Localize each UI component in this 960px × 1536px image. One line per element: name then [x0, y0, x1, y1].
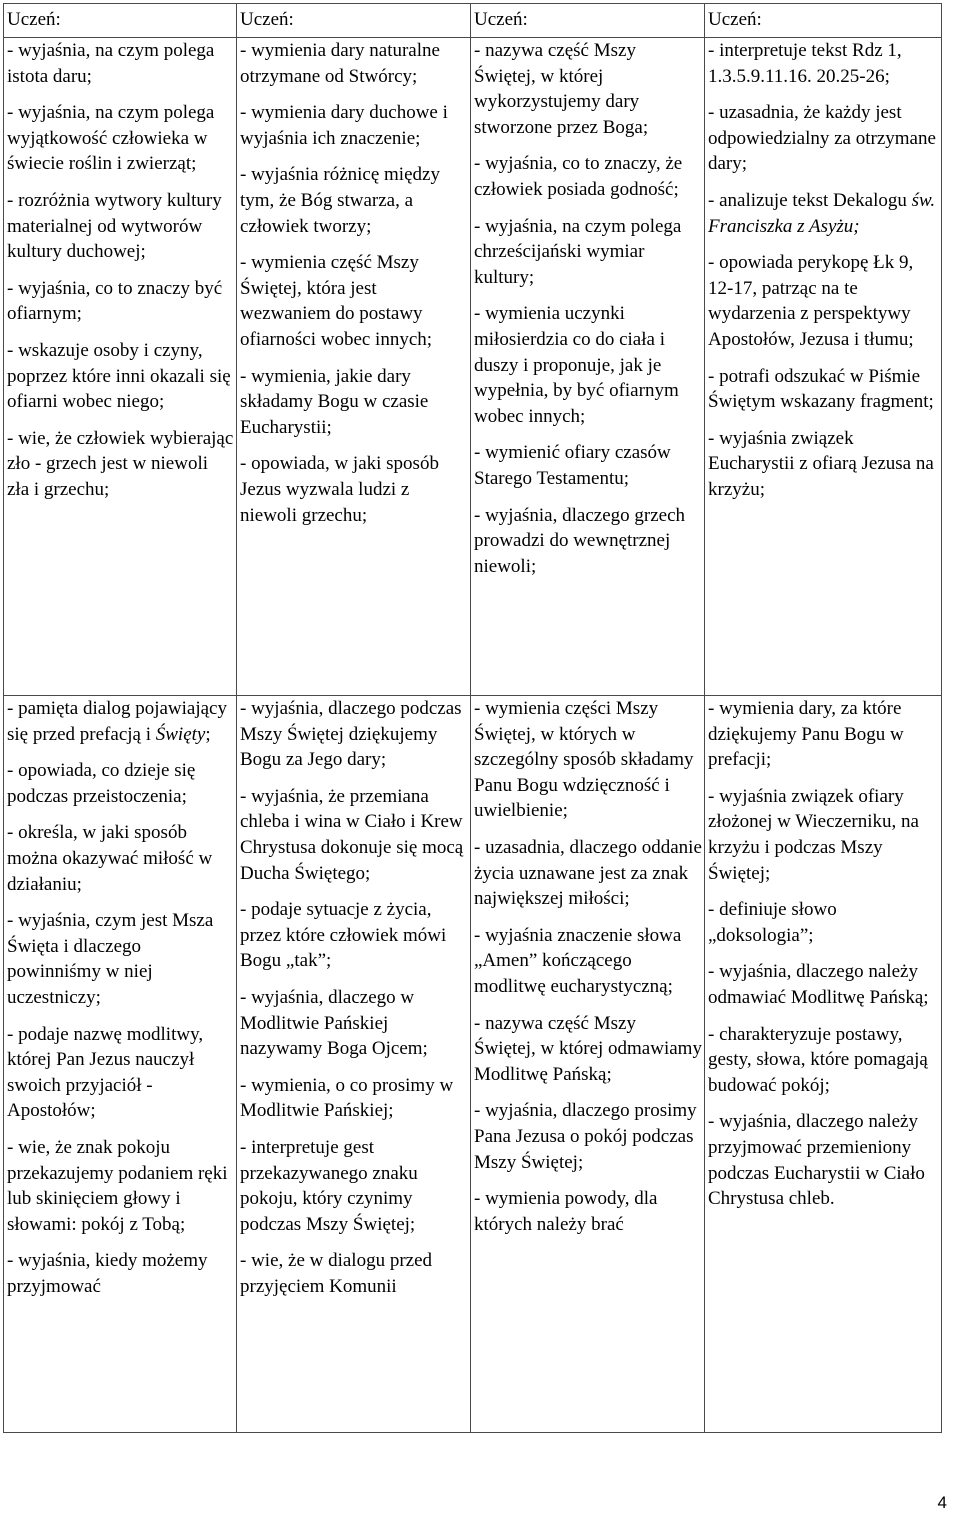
list-item: - wyjaśnia związek ofiary złożonej w Wieczerniku, na krzyżu i podczas Mszy Świętej; [708, 785, 919, 884]
table-cell [4, 696, 237, 1433]
list-item: - wskazuje osoby i czyny, poprzez które inni okazali się ofiarni wobec niego; [7, 339, 231, 413]
list-item: - opowiada, co dzieje się podczas przeistoczenia; [7, 760, 196, 807]
table-cell [705, 38, 942, 696]
table-cell [237, 696, 471, 1433]
list-item: - wyjaśnia różnicę między tym, że Bóg stwarza, a człowiek tworzy; [240, 164, 440, 237]
list-item: - uzasadnia, dlaczego oddanie życia uznawane jest za znak największej miłości; [474, 836, 702, 910]
list-item: - pamięta dialog pojawiający się przed prefacją i Święty; [7, 698, 227, 745]
list-item: - wyjaśnia, dlaczego należy odmawiać Modlitwę Pańską; [708, 961, 929, 1008]
list-item: - charakteryzuje postawy, gesty, słowa, które pomagają budować pokój; [708, 1023, 928, 1096]
column-header: Uczeń: [471, 4, 705, 38]
column-header: Uczeń: [237, 4, 471, 38]
list-item: - wyjaśnia, że przemiana chleba i wina w Ciało i Krew Chrystusa dokonuje się mocą Ducha Świętego; [240, 785, 464, 884]
table-row [4, 38, 942, 696]
list-item: - wyjaśnia, dlaczego prosimy Pana Jezusa o pokój podczas Mszy Świętej; [474, 1100, 697, 1173]
list-item: - wymienia część Mszy Świętej, która jest wezwaniem do postawy ofiarności wobec innych; [240, 252, 433, 350]
list-item: - wyjaśnia znaczenie słowa „Amen” kończącego modlitwę eucharystyczną; [474, 924, 682, 997]
list-item: - wymienia dary duchowe i wyjaśnia ich znaczenie; [240, 102, 448, 149]
list-item: - uzasadnia, że każdy jest odpowiedzialny za otrzymane dary; [708, 102, 936, 175]
list-item: - wie, że w dialogu przed przyjęciem Komunii [240, 1250, 433, 1297]
list-item: - potrafi odszukać w Piśmie Świętym wskazany fragment; [708, 365, 934, 413]
list-item: - wie, że człowiek wybierając zło - grzech jest w niewoli zła i grzechu; [7, 427, 234, 500]
list-item: - podaje nazwę modlitwy, której Pan Jezus nauczył swoich przyjaciół - Apostołów; [7, 1023, 204, 1122]
list-item: - interpretuje gest przekazywanego znaku pokoju, który czynimy podczas Mszy Świętej; [240, 1136, 418, 1235]
list-item: - wymienia części Mszy Świętej, w których w szczególny sposób składamy Panu Bogu wdzięczność i uwielbienie; [474, 698, 694, 822]
list-item: - wyjaśnia, dlaczego podczas Mszy Świętej dziękujemy Bogu za Jego dary; [240, 698, 462, 771]
list-item: - wyjaśnia, czym jest Msza Święta i dlaczego powinniśmy w niej uczestniczy; [7, 910, 214, 1008]
list-item: - wyjaśnia związek Eucharystii z ofiarą Jezusa na krzyżu; [708, 427, 934, 500]
curriculum-table [3, 3, 942, 1433]
table-cell [4, 38, 237, 696]
page-number: 4 [937, 1493, 947, 1512]
column-header: Uczeń: [4, 4, 237, 38]
list-item: - wymienia dary, za które dziękujemy Panu Bogu w prefacji; [708, 698, 904, 771]
list-item: - wymienia dary naturalne otrzymane od Stwórcy; [240, 40, 440, 87]
list-item: - określa, w jaki sposób można okazywać miłość w działaniu; [7, 822, 213, 895]
list-item: - rozróżnia wytwory kultury materialnej od wytworów kultury duchowej; [7, 189, 222, 263]
list-item: - interpretuje tekst Rdz 1, 1.3.5.9.11.16. 20.25-26; [708, 40, 902, 87]
list-item: - opowiada, w jaki sposób Jezus wyzwala ludzi z niewoli grzechu; [240, 453, 439, 526]
table-cell [237, 38, 471, 696]
list-item: - wyjaśnia, na czym polega wyjątkowość człowieka w świecie roślin i zwierząt; [7, 102, 215, 175]
column-header: Uczeń: [705, 4, 942, 38]
table-cell [705, 696, 942, 1433]
table-cell [471, 38, 705, 696]
list-item: - wymienia uczynki miłosierdzia co do ciała i duszy i proponuje, jak je wypełnia, by być ofiarnym wobec innych; [474, 303, 679, 427]
list-item: - wie, że znak pokoju przekazujemy podaniem ręki lub skinięciem głowy i słowami: pokój z Tobą; [7, 1136, 228, 1235]
list-item: - wyjaśnia, co to znaczy być ofiarnym; [7, 277, 223, 325]
list-item: - nazywa część Mszy Świętej, w której odmawiamy Modlitwę Pańską; [474, 1012, 702, 1085]
list-item: - opowiada perykopę Łk 9, 12-17, patrząc na te wydarzenia z perspektywy Apostołów, Jezusa i tłumu; [708, 252, 914, 350]
list-item: - wyjaśnia, na czym polega istota daru; [7, 40, 215, 87]
list-item: - podaje sytuacje z życia, przez które człowiek mówi Bogu „tak”; [240, 899, 447, 972]
list-item: - wyjaśnia, kiedy możemy przyjmować [7, 1250, 208, 1297]
list-item: - wyjaśnia, dlaczego grzech prowadzi do wewnętrznej niewoli; [474, 504, 686, 577]
list-item: - analizuje tekst Dekalogu św. Franciszka z Asyżu; [708, 189, 936, 237]
header-row [4, 4, 942, 38]
list-item: - nazywa część Mszy Świętej, w której wykorzystujemy dary stworzone przez Boga; [474, 40, 649, 138]
list-item: - wyjaśnia, na czym polega chrześcijański wymiar kultury; [474, 215, 682, 288]
list-item: - wymienia, jakie dary składamy Bogu w czasie Eucharystii; [240, 365, 429, 438]
list-item: - wymienia, o co prosimy w Modlitwie Pańskiej; [240, 1074, 454, 1122]
list-item: - wymienić ofiary czasów Starego Testamentu; [474, 442, 671, 489]
list-item: - wyjaśnia, co to znaczy, że człowiek posiada godność; [474, 153, 683, 200]
list-item: - wymienia powody, dla których należy brać [474, 1188, 658, 1235]
table-cell [471, 696, 705, 1433]
list-item: - wyjaśnia, dlaczego w Modlitwie Pańskiej nazywamy Boga Ojcem; [240, 986, 428, 1060]
list-item: - definiuje słowo „doksologia”; [708, 899, 837, 946]
table-row [4, 696, 942, 1433]
list-item: - wyjaśnia, dlaczego należy przyjmować przemieniony podczas Eucharystii w Ciało Chrystusa chleb. [708, 1111, 925, 1210]
